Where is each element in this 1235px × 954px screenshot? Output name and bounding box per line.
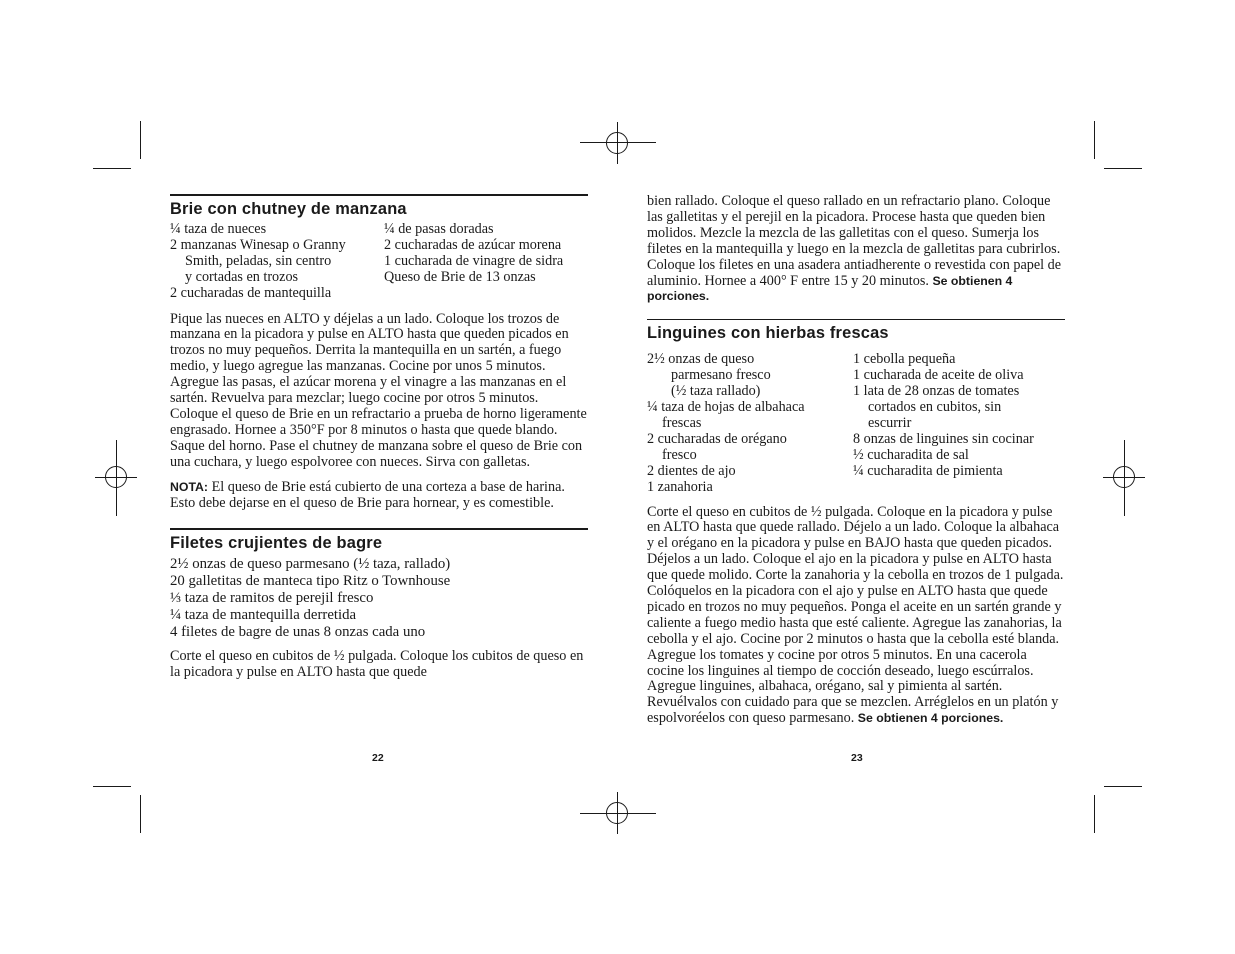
- note-text: El queso de Brie está cubierto de una corteza a base de harina. Esto debe dejarse en el queso de Brie para hornear, y es comestible.: [170, 478, 565, 511]
- recipe-title: Linguines con hierbas frescas: [647, 324, 889, 343]
- ingredient-line: parmesano fresco: [671, 367, 771, 384]
- ingredient-line: 1 zanahoria: [647, 478, 713, 495]
- ingredient-line: Queso de Brie de 13 onzas: [384, 268, 536, 285]
- ingredient-line: ¼ taza de mantequilla derretida: [170, 607, 357, 624]
- ingredient-list: [170, 222, 588, 302]
- ingredient-line: ¼ de pasas doradas: [384, 221, 494, 237]
- ingredient-list: [647, 352, 1065, 495]
- ingredient-column: [853, 352, 1065, 495]
- ingredient-line: 2½ onzas de queso: [647, 351, 755, 368]
- ingredient-line: cortados en cubitos, sin: [868, 399, 1002, 416]
- ingredient-line: 2 cucharadas de azúcar morena: [384, 236, 562, 253]
- recipe-bagre: [170, 528, 588, 681]
- note-label: NOTA:: [170, 479, 209, 494]
- left-column: [170, 194, 588, 681]
- ingredient-line: y cortadas en trozos: [185, 268, 299, 285]
- section-rule: [170, 528, 588, 530]
- ingredient-line: 2½ onzas de queso parmesano (½ taza, rallado): [170, 556, 451, 573]
- page-number: 23: [851, 752, 863, 764]
- ingredient-line: ⅓ taza de ramitos de perejil fresco: [170, 590, 374, 607]
- ingredient-line: 1 cucharada de aceite de oliva: [853, 367, 1024, 384]
- ingredient-line: 20 galletitas de manteca tipo Ritz o Townhouse: [170, 573, 451, 590]
- ingredient-line: frescas: [662, 414, 702, 431]
- ingredient-line: (½ taza rallado): [671, 383, 761, 400]
- ingredient-line: 2 cucharadas de orégano: [647, 430, 787, 447]
- yield-text: Se obtienen 4 porciones.: [647, 273, 1013, 304]
- ingredient-line: 8 onzas de linguines sin cocinar: [853, 430, 1034, 447]
- recipe-title: Filetes crujientes de bagre: [170, 534, 383, 553]
- ingredient-line: 1 cebolla pequeña: [853, 351, 956, 368]
- right-column: [647, 194, 1065, 727]
- recipe-linguines: [647, 319, 1065, 727]
- yield-text: Se obtienen 4 porciones.: [857, 711, 1004, 726]
- ingredient-line: 4 filetes de bagre de unas 8 onzas cada uno: [170, 624, 426, 641]
- ingredient-line: 2 cucharadas de mantequilla: [170, 284, 332, 301]
- section-rule: [647, 319, 1065, 320]
- recipe-note: [170, 480, 588, 512]
- recipe-title: Brie con chutney de manzana: [170, 200, 407, 218]
- section-rule: [170, 194, 588, 196]
- ingredient-line: ¼ taza de hojas de albahaca: [647, 399, 805, 416]
- ingredient-line: ½ cucharadita de sal: [853, 446, 969, 463]
- ingredient-column: [170, 222, 384, 302]
- right-page: [617, 0, 1234, 954]
- continuation-text: bien rallado. Coloque el queso rallado en un refractario plano. Coloque las galletitas y el perejil en la picadora. Procese hasta que queden bien molidos. Mezcle la mezcla de las galletitas con el queso. Sumerja los filetes en la mantequilla y luego en la mezcla de galletitas para cubrirlos. Coloque los filetes en una asadera antiadherente o revestida con papel de aluminio. Hornee a 400° F entre 15 y 20 minutos.: [647, 193, 1062, 289]
- page-number: 22: [372, 752, 384, 764]
- ingredient-line: escurrir: [868, 414, 912, 431]
- left-page: [0, 0, 617, 954]
- ingredient-column: [647, 352, 853, 495]
- ingredient-line: fresco: [662, 446, 697, 463]
- recipe-brie: [170, 194, 588, 511]
- recipe-instructions: Corte el queso en cubitos de ½ pulgada. Coloque los cubitos de queso en la picadora y pulse en ALTO hasta que quede: [170, 648, 584, 681]
- instructions-text: Corte el queso en cubitos de ½ pulgada. Coloque en la picadora y pulse en ALTO hasta que quede rallado. Déjelo a un lado. Coloque la albahaca y el orégano en la picadora y pulse en BAJO hasta que queden picados. Déjelos a un lado. Coloque el ajo en la picadora y pulse en ALTO hasta que quede molido. Corte la zanahoria y la cebolla en trozos de 1 pulgada. Colóquelos en la picadora con el ajo y pulse en ALTO hasta que quede picado en trozos no muy pequeños. Ponga el aceite en un sartén grande y caliente a fuego medio hasta que esté caliente. Agregue las zanahorias, la cebolla y el ajo. Cocine por 2 minutos o hasta que la cebolla esté blanda. Agregue los tomates y cocine por otros 5 minutos. En una cacerola cocine los linguines al tiempo de cocción deseado, luego escúrralos. Agregue linguines, albahaca, orégano, sal y pimienta al sartén. Revuélvalos con cuidado para que se mezclen. Arréglelos en un platón y espolvoréelos con queso parmesano.: [647, 503, 1064, 727]
- ingredient-column: [384, 222, 588, 302]
- recipe-instructions: [647, 505, 1065, 728]
- recipe-instructions: Pique las nueces en ALTO y déjelas a un lado. Coloque los trozos de manzana en la picadora y pulse en ALTO hasta que queden picados en trozos no muy pequeños. Derrita la mantequilla en un sartén, a fuego medio, y luego agregue las manzanas. Cocine por unos 5 minutos. Agregue las pasas, el azúcar morena y el vinagre a las manzanas en el sartén. Revuelva para mezclar; luego cocine por otros 5 minutos. Coloque el queso de Brie en un refractario a prueba de horno ligeramente engrasado. Hornee a 350°F por 8 minutos o hasta que quede blando. Saque del horno. Pase el chutney de manzana sobre el queso de Brie con una cuchara, y luego espolvoree con nueces. Sirva con galletas.: [170, 310, 587, 470]
- ingredient-line: ¼ taza de nueces: [170, 221, 267, 237]
- ingredient-list: [170, 556, 588, 641]
- ingredient-line: 1 lata de 28 onzas de tomates: [853, 383, 1020, 400]
- recipe-continuation: [647, 194, 1065, 305]
- ingredient-line: 2 manzanas Winesap o Granny: [170, 236, 346, 253]
- ingredient-line: 1 cucharada de vinagre de sidra: [384, 252, 564, 269]
- ingredient-line: 2 dientes de ajo: [647, 462, 736, 479]
- ingredient-line: Smith, peladas, sin centro: [185, 252, 332, 269]
- ingredient-line: ¼ cucharadita de pimienta: [853, 462, 1003, 479]
